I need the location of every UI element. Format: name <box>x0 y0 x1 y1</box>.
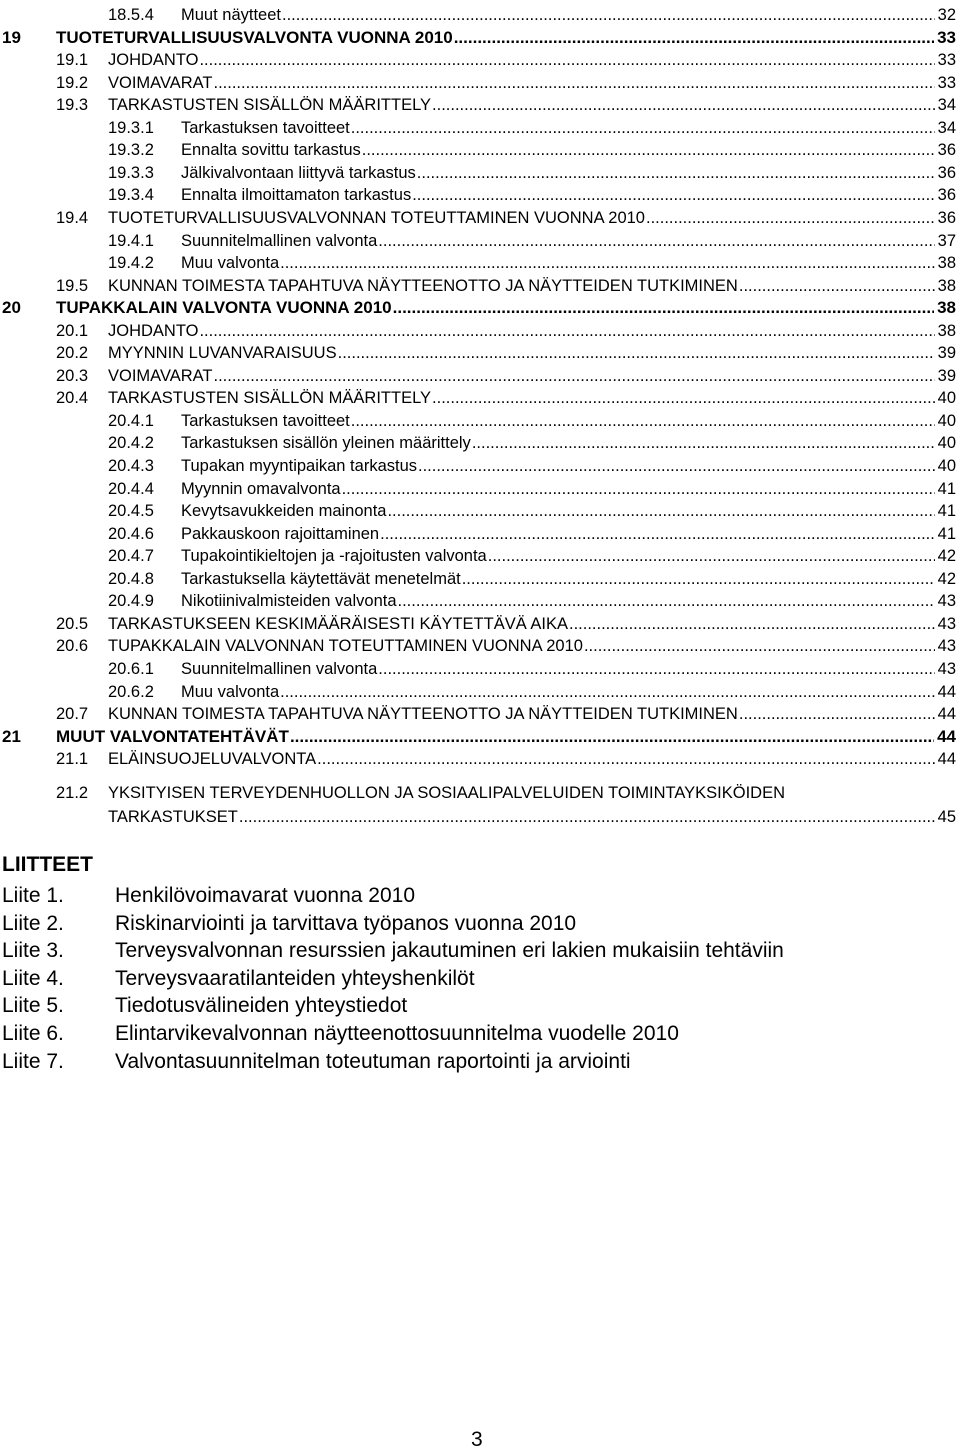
toc-entry-title: Ennalta sovittu tarkastus <box>181 141 361 160</box>
dot-leader <box>351 118 935 138</box>
toc-entry-page: 41 <box>937 524 956 543</box>
toc-entry-page: 44 <box>937 750 956 769</box>
dot-leader <box>569 614 935 634</box>
dot-leader <box>378 231 934 251</box>
toc-entry-number: 20 <box>2 298 21 318</box>
toc-entry-20-6-1[interactable] <box>108 657 956 679</box>
toc-entry-20-3[interactable] <box>56 364 956 386</box>
dot-leader <box>338 343 935 363</box>
attachment-title: Riskinarviointi ja tarvittava työpanos vuonna 2010 <box>115 911 577 935</box>
attachment-item[interactable] <box>2 1022 679 1046</box>
dot-leader <box>378 659 934 679</box>
toc-entry-20-6-2[interactable] <box>108 680 956 702</box>
toc-entry-page: 44 <box>937 705 956 724</box>
toc-entry-19-3-1[interactable] <box>108 116 956 138</box>
toc-entry-number: 21 <box>2 726 21 746</box>
toc-entry-20-4-7[interactable] <box>108 544 956 566</box>
toc-entry-page: 33 <box>937 51 956 70</box>
toc-entry-page: 33 <box>937 73 956 92</box>
toc-entry-number: 20.7 <box>56 705 89 724</box>
attachment-title: Tiedotusvälineiden yhteystiedot <box>115 994 408 1018</box>
dot-leader <box>199 321 934 341</box>
toc-entry-number: 19.5 <box>56 276 89 295</box>
attachment-item[interactable] <box>2 994 407 1018</box>
toc-entry-page: 34 <box>937 118 956 137</box>
toc-entry-20-4-8[interactable] <box>108 567 956 589</box>
toc-entry-number: 20.4.5 <box>108 502 154 521</box>
dot-leader <box>214 366 935 386</box>
toc-entry-title: MUUT VALVONTATEHTÄVÄT <box>56 726 289 746</box>
toc-entry-page: 32 <box>937 6 956 24</box>
dot-leader <box>380 524 935 544</box>
attachment-label: Liite 4. <box>2 966 64 990</box>
toc-entry-title: ELÄINSUOJELUVALVONTA <box>108 750 317 769</box>
toc-entry-20-7[interactable] <box>56 702 956 724</box>
dot-leader <box>362 140 935 160</box>
toc-entry-title: Muut näytteet <box>181 6 281 24</box>
toc-entry-title: VOIMAVARAT <box>108 73 213 92</box>
toc-entry-number: 20.4.9 <box>108 592 154 611</box>
toc-entry-number: 19.1 <box>56 51 89 70</box>
toc-entry-number: 19.3.1 <box>108 118 154 137</box>
dot-leader <box>290 727 934 747</box>
toc-entry-number: 20.6.1 <box>108 659 154 678</box>
toc-entry-page: 38 <box>937 276 956 295</box>
toc-entry-number: 20.4.3 <box>108 457 154 475</box>
toc-entry-title: Suunnitelmallinen valvonta <box>181 659 378 678</box>
dot-leader <box>417 163 935 183</box>
toc-entry-title: MYYNNIN LUVANVARAISUUS <box>108 344 337 363</box>
toc-entry-page: 36 <box>937 208 956 227</box>
toc-entry-number: 20.4 <box>56 389 89 408</box>
toc-entry-19-3[interactable] <box>56 93 956 115</box>
toc-entry-title: TUOTETURVALLISUUSVALVONTA VUONNA 2010 <box>56 27 453 47</box>
attachment-label: Liite 7. <box>2 1049 64 1073</box>
attachment-label: Liite 5. <box>2 994 64 1018</box>
toc-entry-number: 20.4.1 <box>108 411 154 430</box>
toc-entry-number: 20.6 <box>56 637 89 656</box>
attachment-title: Terveysvaaratilanteiden yhteyshenkilöt <box>115 966 475 990</box>
dot-leader <box>280 253 935 273</box>
dot-leader <box>488 546 935 566</box>
toc-entry-title: Muu valvonta <box>181 254 280 273</box>
toc-entry-title: TARKASTUKSEEN KESKIMÄÄRÄISESTI KÄYTETTÄVÄ AIKA <box>108 614 568 633</box>
toc-entry-number: 21.2 <box>56 784 89 802</box>
toc-entry-title: Suunnitelmallinen valvonta <box>181 231 378 250</box>
toc-entry-page: 36 <box>937 141 956 160</box>
toc-entry-title: Jälkivalvontaan liittyvä tarkastus <box>181 163 416 182</box>
toc-entry-18-5-4[interactable] <box>108 3 956 25</box>
toc-entry-title: Pakkauskoon rajoittaminen <box>181 524 380 543</box>
toc-entry-19-4-2[interactable] <box>108 251 956 273</box>
attachment-title: Henkilövoimavarat vuonna 2010 <box>115 884 416 907</box>
toc-entry-page: 38 <box>937 321 956 340</box>
toc-entry-page: 33 <box>937 27 956 47</box>
toc-entry-number: 20.6.2 <box>108 682 154 701</box>
toc-entry-number: 20.3 <box>56 366 89 385</box>
attachments-heading: LIITTEET <box>2 853 93 876</box>
toc-entry-20-4-3[interactable] <box>108 454 956 476</box>
toc-entry-page: 40 <box>937 411 956 430</box>
attachment-item[interactable] <box>2 884 415 908</box>
toc-entry-20-4-1[interactable] <box>108 409 956 431</box>
toc-entry-number: 19.2 <box>56 73 89 92</box>
page-number: 3 <box>471 1428 483 1451</box>
toc-entry-number: 20.1 <box>56 321 89 340</box>
toc-entry-page: 40 <box>937 457 956 475</box>
toc-entry-19-4[interactable] <box>56 206 956 228</box>
toc-entry-number: 19.3.4 <box>108 186 154 205</box>
toc-entry-title: Tupakan myyntipaikan tarkastus <box>181 457 418 475</box>
toc-entry-number: 19.3 <box>56 96 89 115</box>
toc-entry-page: 42 <box>937 569 956 588</box>
toc-entry-21-1[interactable] <box>56 747 956 769</box>
toc-entry-page: 43 <box>937 592 956 611</box>
dot-leader <box>432 388 935 408</box>
toc-entry-20-6[interactable] <box>56 634 956 656</box>
toc-entry-20-4-2[interactable] <box>108 431 956 453</box>
dot-leader <box>472 433 935 453</box>
toc-entry-number: 18.5.4 <box>108 6 154 24</box>
dot-leader <box>412 185 934 205</box>
toc-entry-title: TARKASTUSTEN SISÄLLÖN MÄÄRITTELY <box>108 96 432 115</box>
attachment-label: Liite 6. <box>2 1022 64 1045</box>
attachment-item[interactable] <box>2 1050 631 1074</box>
toc-entry-page: 42 <box>937 547 956 566</box>
attachment-item[interactable] <box>2 939 784 963</box>
toc-entry-page: 39 <box>937 366 956 385</box>
toc-entry-title: VOIMAVARAT <box>108 366 213 385</box>
toc-entry-title: Myynnin omavalvonta <box>181 479 341 498</box>
toc-entry-number: 20.4.8 <box>108 569 154 588</box>
dot-leader <box>432 95 935 115</box>
toc-entry-19-2[interactable] <box>56 71 956 93</box>
toc-entry-title: KUNNAN TOIMESTA TAPAHTUVA NÄYTTEENOTTO JA NÄYTTEIDEN TUTKIMINEN <box>108 705 738 724</box>
toc-entry-page: 43 <box>937 659 956 678</box>
toc-entry-20-4-6[interactable] <box>108 522 956 544</box>
toc-entry-title: Ennalta ilmoittamaton tarkastus <box>181 186 412 205</box>
toc-entry-title: Kevytsavukkeiden mainonta <box>181 502 387 521</box>
toc-entry-title: Nikotiinivalmisteiden valvonta <box>181 592 397 611</box>
toc-entry-19-5[interactable] <box>56 274 956 296</box>
toc-entry-20-4-9[interactable] <box>108 589 956 611</box>
toc-entry-20-2[interactable] <box>56 341 956 363</box>
dot-leader <box>280 682 935 702</box>
toc-entry-number: 20.2 <box>56 344 89 363</box>
toc-entry-title: Tarkastuksen tavoitteet <box>181 118 350 137</box>
toc-entry-number: 19.4.1 <box>108 231 154 250</box>
dot-leader <box>387 501 934 521</box>
toc-entry-19-3-2[interactable] <box>108 138 956 160</box>
dot-leader <box>351 411 935 431</box>
toc-entry-21[interactable] <box>2 725 956 747</box>
toc-entry-page: 41 <box>937 502 956 521</box>
dot-leader <box>418 456 935 476</box>
toc-entry-page: 44 <box>937 726 956 746</box>
dot-leader <box>739 704 935 724</box>
toc-entry-title: KUNNAN TOIMESTA TAPAHTUVA NÄYTTEENOTTO JA NÄYTTEIDEN TUTKIMINEN <box>108 276 738 295</box>
toc-entry-page: 38 <box>937 298 956 318</box>
toc-entry-title: Tarkastuksella käytettävät menetelmät <box>181 569 461 588</box>
toc-entry-number: 19.4.2 <box>108 254 154 273</box>
toc-entry-title: Tupakointikieltojen ja -rajoitusten valvonta <box>181 547 487 566</box>
toc-entry-title: TARKASTUSTEN SISÄLLÖN MÄÄRITTELY <box>108 389 432 408</box>
toc-entry-20[interactable] <box>2 296 956 318</box>
toc-entry-number: 19.3.2 <box>108 141 154 160</box>
dot-leader <box>214 73 935 93</box>
dot-leader <box>462 569 935 589</box>
attachment-title: Terveysvalvonnan resurssien jakautuminen eri lakien mukaisiin tehtäviin <box>115 939 784 963</box>
attachment-label: Liite 2. <box>2 911 64 935</box>
toc-entry-number: 19 <box>2 27 21 47</box>
toc-entry-20-4[interactable] <box>56 386 956 408</box>
toc-entry-page: 44 <box>937 682 956 701</box>
toc-entry-page: 36 <box>937 163 956 182</box>
toc-entry-number: 20.4.4 <box>108 479 154 498</box>
toc-entry-number: 20.5 <box>56 614 89 633</box>
attachment-item[interactable] <box>2 912 576 936</box>
toc-entry-page: 40 <box>937 389 956 408</box>
dot-leader <box>398 591 935 611</box>
dot-leader <box>393 298 934 318</box>
toc-entry-page: 43 <box>937 637 956 656</box>
toc-entry-20-5[interactable] <box>56 612 956 634</box>
toc-entry-page: 40 <box>937 434 956 453</box>
toc-entry-20-4-4[interactable] <box>108 477 956 499</box>
toc-entry-page: 36 <box>937 186 956 205</box>
toc-entry-title: Muu valvonta <box>181 682 280 701</box>
toc-entry-title: TUOTETURVALLISUUSVALVONNAN TOTEUTTAMINEN VUONNA 2010 <box>108 208 645 227</box>
toc-entry-page: 38 <box>937 254 956 273</box>
toc-entry-page: 34 <box>937 96 956 115</box>
toc-entry-number: 20.4.2 <box>108 434 154 453</box>
toc-entry-20-4-5[interactable] <box>108 499 956 521</box>
dot-leader <box>739 276 935 296</box>
dot-leader <box>199 50 934 70</box>
toc-entry-19-3-4[interactable] <box>108 183 956 205</box>
attachment-item[interactable] <box>2 967 475 991</box>
toc-entry-title-line2-row <box>108 807 956 827</box>
toc-entry-title: TUPAKKALAIN VALVONTA VUONNA 2010 <box>56 298 392 318</box>
toc-entry-20-1[interactable] <box>56 319 956 341</box>
toc-entry-number: 19.4 <box>56 208 89 227</box>
dot-leader <box>454 28 934 48</box>
toc-entry-title: JOHDANTO <box>108 321 199 340</box>
toc-entry-page: 41 <box>937 479 956 498</box>
toc-entry-19[interactable] <box>2 26 956 48</box>
toc-entry-title: Tarkastuksen sisällön yleinen määrittely <box>181 434 471 453</box>
toc-entry-page: 39 <box>937 344 956 363</box>
toc-entry-title: TUPAKKALAIN VALVONNAN TOTEUTTAMINEN VUONNA 2010 <box>108 637 583 656</box>
toc-entry-number: 20.4.6 <box>108 524 154 543</box>
toc-entry-title: Tarkastuksen tavoitteet <box>181 411 350 430</box>
toc-entry-title: JOHDANTO <box>108 51 199 70</box>
toc-entry-19-1[interactable] <box>56 48 956 70</box>
toc-entry-number: 20.4.7 <box>108 547 154 566</box>
toc-entry-page: 45 <box>937 808 956 826</box>
toc-entry-title-line2: TARKASTUKSET <box>108 808 238 826</box>
toc-entry-19-4-1[interactable] <box>108 229 956 251</box>
toc-entry-number: 21.1 <box>56 750 89 769</box>
dot-leader <box>646 208 935 228</box>
dot-leader <box>239 807 935 827</box>
toc-entry-number: 19.3.3 <box>108 163 154 182</box>
toc-entry-page: 43 <box>937 614 956 633</box>
attachment-label: Liite 1. <box>2 884 64 907</box>
dot-leader <box>342 479 935 499</box>
toc-entry-19-3-3[interactable] <box>108 161 956 183</box>
dot-leader <box>282 5 935 25</box>
attachment-title: Elintarvikevalvonnan näytteenottosuunnitelma vuodelle 2010 <box>115 1022 679 1045</box>
dot-leader <box>584 636 935 656</box>
attachment-label: Liite 3. <box>2 939 64 963</box>
toc-entry-title-line1: YKSITYISEN TERVEYDENHUOLLON JA SOSIAALIPALVELUIDEN TOIMINTAYKSIKÖIDEN <box>108 784 786 802</box>
attachment-title: Valvontasuunnitelman toteutuman raportointi ja arviointi <box>115 1049 631 1073</box>
dot-leader <box>317 749 934 769</box>
toc-entry-page: 37 <box>937 231 956 250</box>
